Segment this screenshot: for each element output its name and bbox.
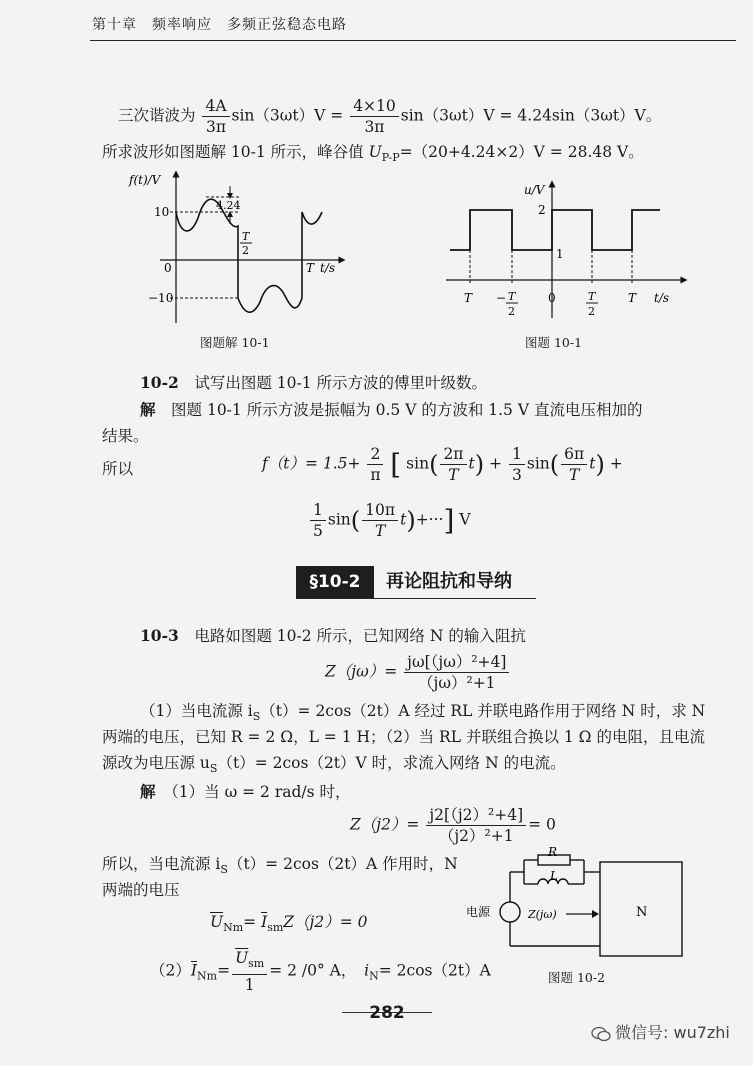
fig1-caption: 图题解 10-1 xyxy=(200,335,270,350)
section-rule xyxy=(296,598,536,599)
section-title: 再论阻抗和导纳 xyxy=(386,571,512,592)
fourier-eq-line1: f（t）= 1.5+ $\frac{2}{\pi}$ [ sin( $\frac{2\pi}{T}$ t) + $\frac{1}{3}$ sin( $\frac{6\pi}{T}$ t) + xyxy=(262,445,623,484)
svg-text:T: T xyxy=(588,290,596,303)
fourier-eq-line2: $\frac{1}{5}$ sin( $\frac{10\pi}{T}$ t)+···] V xyxy=(308,500,471,541)
voltage-eq: $\overline{U}_{Nm}= \overline{I}_{sm}Z(j2)= 0$ xyxy=(210,913,368,935)
frac-4a-3pi: $\frac{4A}{3\pi}$ xyxy=(202,96,229,137)
fig2-ylabel: u/V xyxy=(524,183,545,197)
so-current-line: 所以，当电流源 $i_S(t)= 2\cos(2t)A$ 作用时，N xyxy=(102,855,458,877)
harmonic-line: 三次谐波为 $\frac{4A}{3\pi}$ sin（3ωt）V = $\frac{4\times 10}{3\pi}$ sin（3ωt）V = 4.24sin（3ωt）V。 xyxy=(118,97,662,136)
circuit-label-l: L xyxy=(550,869,558,883)
fig1-origin: 0 xyxy=(164,261,172,275)
fig1-label-424: 4.24 xyxy=(216,199,241,212)
circuit-label-r: R xyxy=(548,846,558,859)
section-number: §10-2 xyxy=(296,566,374,598)
circuit-label-source: 电源 xyxy=(466,905,491,919)
fig1-t2-num: T xyxy=(242,230,250,243)
impedance-j2-eq: Z（j2）= $\frac{\text{j2[（j2）²+4]}}{\text{（j2）²+1}}$ = 0 xyxy=(350,806,556,845)
wechat-icon xyxy=(591,1026,611,1042)
problem-10-2: 10-2 试写出图题 10-1 所示方波的傅里叶级数。 xyxy=(140,373,487,392)
circuit-label-z: Z(jω) xyxy=(528,908,557,921)
fig1-xlabel: t/s xyxy=(320,261,336,275)
fig2-tick-1: 1 xyxy=(556,247,564,261)
wechat-watermark: 微信号: wu7zhi xyxy=(591,1020,730,1043)
solution-10-3: 解 （1）当 ω = 2 rad/s 时， xyxy=(140,782,351,801)
fig2-tick-t: T xyxy=(628,291,637,305)
svg-text:T: T xyxy=(508,290,516,303)
fig1-tick-t: T xyxy=(306,261,315,275)
impedance-eq: Z（jω）= $\frac{\text{jω[（jω）²+4]}}{\text{（jω）²+1}}$ xyxy=(325,652,511,693)
figure-square-wave xyxy=(440,180,690,330)
figure-waveform xyxy=(120,168,350,328)
waveform-curve xyxy=(176,199,322,312)
fig1-ylabel: f(t)/V xyxy=(129,173,161,187)
question-line2: 两端的电压，已知 R = 2 Ω，L = 1 H；（2）当 RL 并联组合换以 1 Ω 的电阻，且电流 xyxy=(102,728,705,746)
question-line3: 源改为电压源 $u_S(t)= 2\cos(2t)V$ 时，求流入网络 N 的电流。 xyxy=(102,754,566,776)
fig2-tick-2: 2 xyxy=(538,203,546,217)
question-line1: （1）当电流源 $i_S(t)= 2\cos(2t)A$ 经过 RL 并联电路作用于网络 N 时，求 N xyxy=(140,702,706,724)
problem-10-3: 10-3 电路如图题 10-2 所示，已知网络 N 的输入阻抗 xyxy=(140,626,526,645)
fig2-xlabel: t/s xyxy=(654,291,670,305)
so-label: 所以 xyxy=(102,460,134,478)
frac-4x10-3pi: $\frac{4\times 10}{3\pi}$ xyxy=(350,96,399,137)
fig1-tick-neg10: −10 xyxy=(148,291,174,305)
fig2-origin: 0 xyxy=(548,291,556,305)
square-wave-line xyxy=(450,210,660,250)
solution-10-2-cont: 结果。 xyxy=(102,427,149,445)
svg-text:2: 2 xyxy=(588,305,595,318)
header-rule xyxy=(90,40,736,41)
fig2-minus: − xyxy=(496,291,507,305)
fig2-tick-negt: T xyxy=(464,291,473,305)
fig2-caption: 图题 10-1 xyxy=(525,335,583,350)
fig3-caption: 图题 10-2 xyxy=(548,970,606,985)
harmonic-prefix: 三次谐波为 xyxy=(118,106,196,125)
circuit-label-n: N xyxy=(636,905,648,920)
svg-text:2: 2 xyxy=(508,305,515,318)
chapter-header: 第十章 频率响应 多频正弦稳态电路 xyxy=(92,17,347,33)
voltage-line: 两端的电压 xyxy=(102,881,180,899)
peak-line: 所求波形如图题解 10-1 所示，峰谷值 $U_{P-P}=(20+4.24\times 2)V = 28.48$ V。 xyxy=(102,143,644,165)
figure-circuit xyxy=(462,846,702,966)
page-number: 282 xyxy=(369,1003,405,1023)
fig1-tick-10: 10 xyxy=(154,205,170,219)
solution-10-2: 解 图题 10-1 所示方波是振幅为 0.5 V 的方波和 1.5 V 直流电压相加的 xyxy=(140,400,643,419)
source-symbol xyxy=(500,902,520,922)
current-eq: $(2)\overline{I}_{Nm}=$ $\frac{\overline{U}_{sm}}{1}$ = 2 /0° A， $i_N= 2\cos(2t)A$ xyxy=(150,949,491,995)
fig1-t2-den: 2 xyxy=(242,244,249,257)
